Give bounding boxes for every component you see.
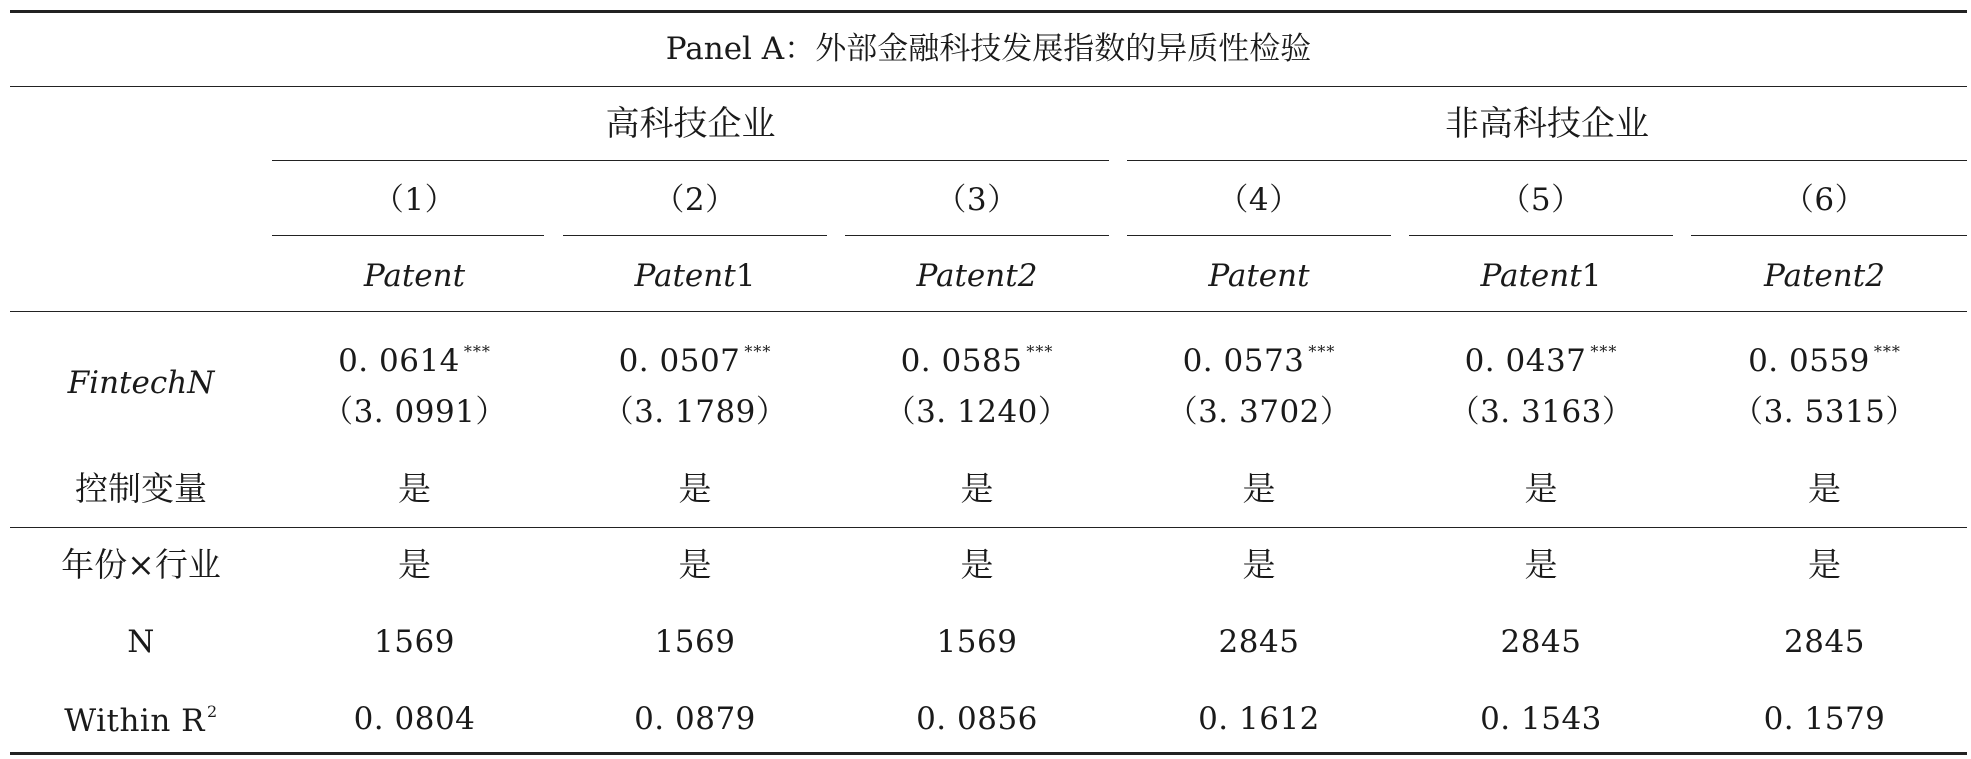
significance-stars: *** (1590, 342, 1618, 361)
year-industry-value: 是 (1524, 545, 1558, 584)
col-rule-2 (563, 235, 827, 236)
bottom-rule (10, 752, 1967, 755)
n-value: 1569 (936, 624, 1018, 660)
significance-stars: *** (463, 342, 491, 361)
n-value: 2845 (1784, 624, 1865, 660)
group-rule-high-tech (272, 160, 1109, 161)
group-header-high-tech: 高科技企业 (605, 104, 776, 144)
dep-var-5: Patent1 (1480, 258, 1602, 294)
r2-value: 0. 1579 (1763, 701, 1886, 737)
r2-value: 0. 0804 (353, 701, 476, 737)
col-number-6: （6） (1782, 182, 1867, 218)
controls-value: 是 (960, 469, 994, 508)
dep-var-6: Patent2 (1764, 258, 1885, 294)
controls-value: 是 (1808, 469, 1841, 508)
group-rule-non-high-tech (1127, 160, 1967, 161)
header-bottom-rule (10, 311, 1967, 312)
r2-value: 0. 0879 (634, 701, 756, 737)
group-header-non-high-tech: 非高科技企业 (1445, 104, 1649, 144)
r2-value: 0. 0856 (916, 701, 1038, 737)
row-label-fintech: FintechN (67, 365, 215, 401)
col-number-5: （5） (1499, 182, 1583, 218)
tstat-5: （3. 3163） (1448, 394, 1634, 430)
n-value: 2845 (1218, 624, 1300, 660)
col-number-4: （4） (1217, 182, 1301, 218)
coef-5: 0. 0437 *** (1464, 342, 1618, 379)
coef-4: 0. 0573 *** (1182, 342, 1336, 379)
tstat-3: （3. 1240） (884, 394, 1070, 430)
year-industry-value: 是 (1808, 545, 1841, 584)
r2-value: 0. 1612 (1198, 701, 1320, 737)
coef-3: 0. 0585 *** (900, 342, 1054, 379)
controls-value: 是 (678, 469, 712, 508)
row-label-year-industry: 年份×行业 (61, 545, 221, 584)
coef-2: 0. 0507 *** (618, 342, 772, 379)
controls-value: 是 (1524, 469, 1558, 508)
significance-stars: *** (1026, 342, 1054, 361)
top-rule (10, 10, 1967, 13)
year-industry-value: 是 (1242, 545, 1276, 584)
coef-1: 0. 0614 *** (338, 342, 491, 379)
tstat-6: （3. 5315） (1732, 394, 1917, 430)
tstat-4: （3. 3702） (1166, 394, 1352, 430)
row-label-within-r2: Within R $^2$ (64, 702, 218, 739)
controls-rule (10, 527, 1967, 528)
row-label-controls: 控制变量 (75, 469, 207, 508)
col-number-3: （3） (935, 182, 1019, 218)
controls-value: 是 (1242, 469, 1276, 508)
year-industry-value: 是 (398, 545, 431, 584)
dep-var-3: Patent2 (916, 258, 1038, 294)
significance-stars: *** (1873, 342, 1901, 361)
dep-var-4: Patent (1208, 258, 1310, 294)
tstat-2: （3. 1789） (602, 394, 788, 430)
col-rule-3 (845, 235, 1109, 236)
title-rule (10, 86, 1967, 87)
year-industry-value: 是 (678, 545, 712, 584)
coef-6: 0. 0559 *** (1748, 342, 1901, 379)
r2-value: 0. 1543 (1480, 701, 1602, 737)
panel-title: Panel A：外部金融科技发展指数的异质性检验 (665, 31, 1312, 67)
col-number-2: （2） (653, 182, 737, 218)
col-rule-5 (1409, 235, 1673, 236)
n-value: 1569 (374, 624, 455, 660)
dep-var-1: Patent (363, 258, 466, 294)
significance-stars: *** (744, 342, 772, 361)
tstat-1: （3. 0991） (322, 394, 507, 430)
dep-var-2: Patent1 (634, 258, 756, 294)
col-rule-4 (1127, 235, 1391, 236)
n-value: 1569 (654, 624, 736, 660)
n-value: 2845 (1500, 624, 1582, 660)
significance-stars: *** (1308, 342, 1336, 361)
row-label-n: N (127, 624, 155, 660)
year-industry-value: 是 (960, 545, 994, 584)
col-rule-6 (1691, 235, 1967, 236)
controls-value: 是 (398, 469, 431, 508)
col-rule-1 (272, 235, 544, 236)
col-number-1: （1） (372, 182, 457, 218)
